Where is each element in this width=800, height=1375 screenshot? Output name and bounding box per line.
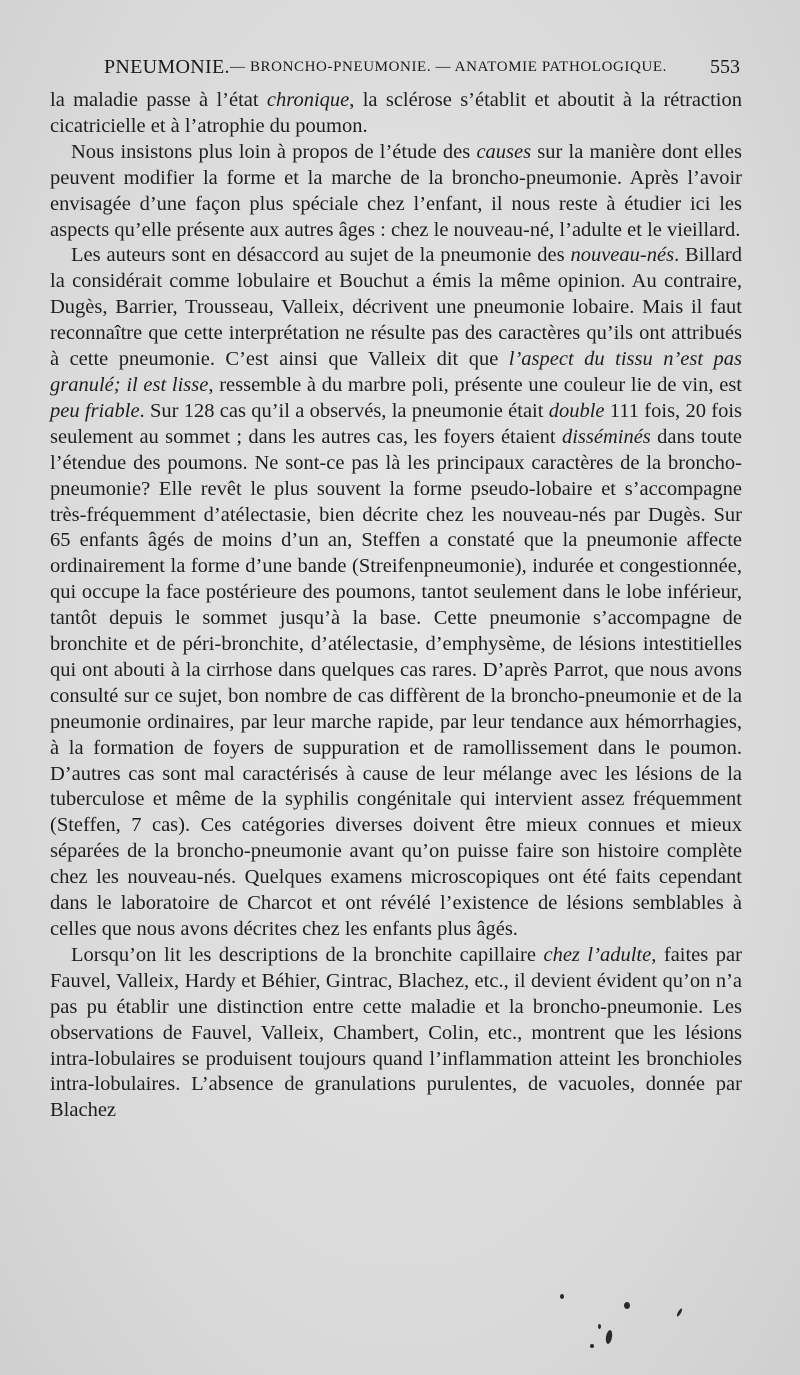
header-title: PNEUMONIE. [104,56,230,78]
italic-text: peu friable [50,399,140,422]
ink-speck [605,1330,613,1345]
text-run: . Billard la considérait comme lobulaire et Bouchut a émis la même opinion. Au contraire, Dugès, Barrier, Trousseau, Valleix, décrivent une pneumonie lobaire. Mais il faut reconnaître que cette interprétation ne résulte pas des caractères qu’ils ont attribués à cette pneumonie. C’est ainsi que Valleix dit que [50,244,742,371]
ink-speck [560,1294,564,1299]
header-subtitle: — BRONCHO-PNEUMONIE. — ANATOMIE PATHOLOGIQUE. [230,59,668,75]
text-run: , la sclérose s’établit et aboutit à la rétraction cicatricielle et à l’atrophie du poumon. [50,89,742,137]
ink-speck [598,1324,601,1329]
ink-speck [676,1308,683,1317]
ink-speck [624,1302,630,1309]
text-run: , faites par Fauvel, Valleix, Hardy et Béhier, Gintrac, Blachez, etc., il devient évident qu’on n’a pas pu établir une distinction entre cette maladie et la broncho-pneumonie. Les observations de Fauvel, Valleix, Chambert, Colin, etc., montrent que les lésions intra-lobulaires se produisent toujours quand l’inflammation atteint les bronchioles intra-lobulaires. L’absence de granulations purulentes, de vacuoles, donnée par Blachez [50,943,742,1122]
text-run: Nous insistons plus loin à propos de l’étude des [71,140,477,163]
text-run: . Sur 128 cas qu’il a observés, la pneumonie était [139,399,549,422]
body-text [50,88,742,1124]
text-run: la maladie passe à l’état [50,89,267,111]
text-run: Lorsqu’on lit les descriptions de la bronchite capillaire [71,943,544,966]
italic-text: double [548,399,605,422]
paragraph [50,943,742,1124]
page-number: 553 [710,56,740,78]
text-run: 111 fois, 20 fois seulement au sommet ; dans les autres cas, les foyers étaient [50,399,742,448]
italic-text: disséminés [561,425,651,448]
running-header [104,56,740,86]
paragraph [50,140,742,244]
paragraph [50,88,742,140]
text-run: sur la manière dont elles peuvent modifier la forme et la marche de la broncho-pneumonie. Après l’avoir envisagée d’une façon plus spéciale chez l’enfant, il nous reste à étudier ici les aspects qu’elle présente aux autres âges : chez le nouveau-né, l’adulte et le vieillard. [50,140,742,241]
italic-text: nouveau-nés [570,244,675,267]
ink-speck [590,1344,594,1348]
italic-text: chronique [266,89,350,111]
text-run: dans toute l’étendue des poumons. Ne sont-ce pas là les principaux caractères de la broncho-pneumonie? Elle revêt le plus souvent la forme pseudo-lobaire et s’accompagne très-fréquemment d’atélectasie, bien décrite chez les nouveau-nés par Dugès. Sur 65 enfants âgés de moins d’un an, Steffen a constaté que la pneumonie affecte ordinairement la forme d’une bande (Streifenpneumonie), indurée et congestionnée, qui occupe la face postérieure des poumons, tantot seulement dans le lobe inférieur, tantôt depuis le sommet jusqu’à la base. Cette pneumonie s’accompagne de bronchite et de péri-bronchite, d’atélectasie, d’emphysème, de lésions intestitielles qui ont abouti à la cirrhose dans quelques cas rares. D’après Parrot, que nous avons consulté sur ce sujet, bon nombre de cas diffèrent de la broncho-pneumonie et de la pneumonie ordinaires, par leur marche rapide, par leur tendance aux hémorrhagies, à la formation de foyers de suppuration et de ramollissement dans le poumon. D’autres cas sont mal caractérisés à cause de leur mélange avec les lésions de la tuberculose et même de la syphilis congénitale qui intervient assez fréquemment (Steffen, 7 cas). Ces catégories diverses doivent être mieux connues et mieux séparées de la broncho-pneumonie avant qu’on puisse faire son histoire complète chez les nouveau-nés. Quelques examens microscopiques ont été faits cependant dans le laboratoire de Charcot et ont révélé l’existence de lésions semblables à celles que nous avons décrites chez les enfants plus âgés. [50,425,742,940]
italic-text: causes [476,140,532,163]
italic-text: l’aspect du tissu n’est pas granulé; il est lisse [50,348,742,396]
text-run: Les auteurs sont en désaccord au sujet de la pneumonie des [71,244,571,267]
paragraph [50,243,742,942]
italic-text: chez l’adulte [543,943,652,966]
text-run: , ressemble à du marbre poli, présente une couleur lie de vin, est [208,373,742,396]
